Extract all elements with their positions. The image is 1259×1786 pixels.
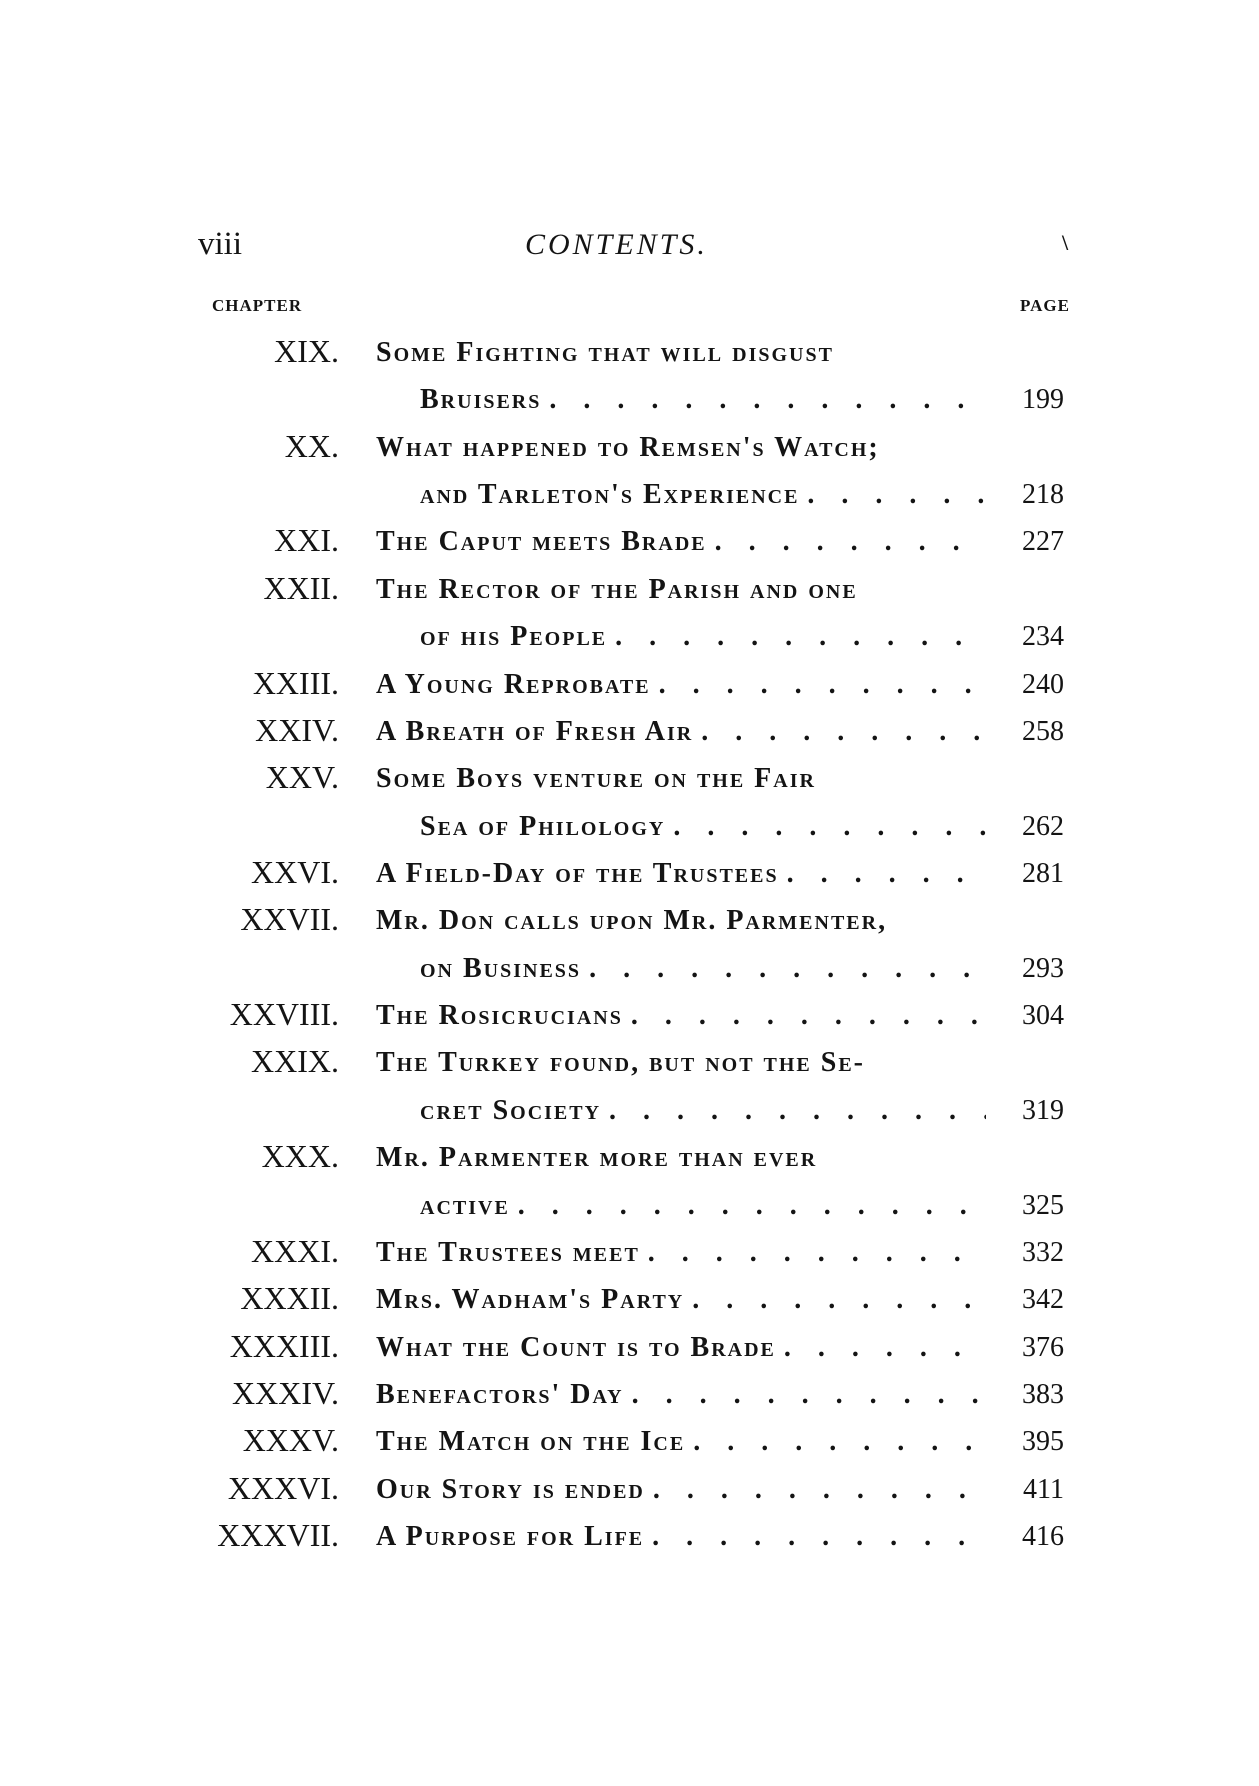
chapter-title: The Match on the Ice [376, 1426, 686, 1457]
chapter-title: The Caput meets Brade [376, 526, 707, 557]
page-number: 342 [1022, 1284, 1064, 1315]
chapter-title-line: on Business [420, 953, 582, 984]
chapter-number: XXVIII. [229, 996, 339, 1032]
page-number: 227 [1022, 526, 1064, 557]
leader-dots [518, 1190, 986, 1222]
leader-dots [659, 669, 986, 701]
chapter-number: XXXV. [242, 1422, 339, 1458]
leader-dots [784, 1332, 986, 1364]
page-number: 304 [1022, 1000, 1064, 1031]
page-number: 240 [1022, 669, 1064, 700]
leader-dots [673, 811, 986, 843]
chapter-number: XXVI. [251, 854, 339, 890]
chapter-column-label: CHAPTER [212, 296, 303, 315]
page-number: 293 [1022, 953, 1064, 984]
chapter-title-line: The Rector of the Parish and one [376, 574, 858, 605]
chapter-number: XXV. [265, 759, 339, 795]
leader-dots [787, 858, 986, 890]
leader-dots [609, 1095, 986, 1127]
leader-dots [549, 384, 986, 416]
toc-entry [0, 1043, 1259, 1089]
toc-entry-continuation [0, 384, 1259, 426]
toc-entry [0, 1280, 1259, 1326]
page-number: 281 [1022, 858, 1064, 889]
page-number: 383 [1022, 1379, 1064, 1410]
chapter-title: Our Story is ended [376, 1474, 645, 1505]
page-number: 234 [1022, 621, 1064, 652]
chapter-number: XXVII. [240, 901, 339, 937]
toc-entry [0, 1470, 1259, 1516]
toc-entry [0, 1375, 1259, 1421]
chapter-number: XXII. [263, 570, 339, 606]
page-number: 262 [1022, 811, 1064, 842]
toc-entry [0, 428, 1259, 474]
page-number: 411 [1023, 1474, 1064, 1505]
running-title: CONTENTS. [525, 228, 708, 261]
toc-entry [0, 522, 1259, 568]
toc-entry [0, 1328, 1259, 1374]
chapter-number: XXXIII. [229, 1328, 339, 1364]
chapter-title: A Breath of Fresh Air [376, 716, 694, 747]
toc-entry [0, 1422, 1259, 1468]
chapter-title-line: cret Society [420, 1095, 602, 1126]
toc-entry [0, 854, 1259, 900]
page-number: 325 [1022, 1190, 1064, 1221]
chapter-title-line: What happened to Remsen's Watch; [376, 432, 880, 463]
page-number: 376 [1022, 1332, 1064, 1363]
leader-dots [652, 1521, 986, 1553]
page-number: 416 [1022, 1521, 1064, 1552]
chapter-number: XXXVII. [217, 1517, 339, 1553]
chapter-title: Mrs. Wadham's Party [376, 1284, 685, 1315]
toc-entry [0, 333, 1259, 379]
toc-entry-continuation [0, 1190, 1259, 1232]
chapter-title: Benefactors' Day [376, 1379, 624, 1410]
toc-entry [0, 901, 1259, 947]
toc-entry [0, 759, 1259, 805]
toc-entry-continuation [0, 621, 1259, 663]
toc-entry [0, 1517, 1259, 1563]
toc-entry-continuation [0, 811, 1259, 853]
chapter-number: XIX. [274, 333, 339, 369]
printer-mark: \ [1062, 230, 1069, 255]
chapter-title-line: Mr. Parmenter more than ever [376, 1142, 818, 1173]
leader-dots [589, 953, 986, 985]
leader-dots [631, 1000, 986, 1032]
chapter-title: The Trustees meet [376, 1237, 640, 1268]
chapter-title-line: Bruisers [420, 384, 542, 415]
chapter-title-line: of his People [420, 621, 608, 652]
chapter-title-line: Mr. Don calls upon Mr. Parmenter, [376, 905, 888, 936]
page-number: 199 [1022, 384, 1064, 415]
leader-dots [648, 1237, 986, 1269]
leader-dots [653, 1474, 986, 1506]
leader-dots [615, 621, 986, 653]
chapter-title-line: active [420, 1190, 510, 1221]
toc-entry [0, 712, 1259, 758]
chapter-number: XXXVI. [227, 1470, 339, 1506]
chapter-number: XXIII. [252, 665, 339, 701]
leader-dots [715, 526, 986, 558]
toc-entry [0, 1138, 1259, 1184]
chapter-number: XXX. [261, 1138, 339, 1174]
page-header [0, 226, 1259, 272]
toc-entry [0, 665, 1259, 711]
leader-dots [692, 1284, 986, 1316]
page-number: 258 [1022, 716, 1064, 747]
toc-entry-continuation [0, 953, 1259, 995]
leader-dots [807, 479, 986, 511]
chapter-title-line: Sea of Philology [420, 811, 666, 842]
toc-entry [0, 1233, 1259, 1279]
leader-dots [701, 716, 986, 748]
leader-dots [632, 1379, 986, 1411]
chapter-number: XXI. [274, 522, 339, 558]
toc-entry [0, 996, 1259, 1042]
chapter-title: A Purpose for Life [376, 1521, 645, 1552]
chapter-title-line: and Tarleton's Experience [420, 479, 800, 510]
leader-dots [693, 1426, 986, 1458]
page-number: 395 [1022, 1426, 1064, 1457]
chapter-title: The Rosicrucians [376, 1000, 623, 1031]
page-number: 218 [1022, 479, 1064, 510]
page-number: 319 [1022, 1095, 1064, 1126]
chapter-title: A Field-Day of the Trustees [376, 858, 779, 889]
chapter-title-line: Some Fighting that will disgust [376, 337, 834, 368]
page-number: 332 [1022, 1237, 1064, 1268]
chapter-title: What the Count is to Brade [376, 1332, 776, 1363]
chapter-number: XXXI. [251, 1233, 339, 1269]
chapter-number: XXXII. [240, 1280, 339, 1316]
toc-entry-continuation [0, 479, 1259, 521]
chapter-number: XXXIV. [232, 1375, 339, 1411]
chapter-number: XX. [284, 428, 339, 464]
page-column-label: PAGE [1020, 296, 1070, 315]
page-folio: viii [198, 226, 243, 262]
toc-entry [0, 570, 1259, 616]
chapter-number: XXIX. [251, 1043, 339, 1079]
chapter-title-line: The Turkey found, but not the Se- [376, 1047, 866, 1078]
chapter-title: A Young Reprobate [376, 669, 651, 700]
toc-entry-continuation [0, 1095, 1259, 1137]
chapter-title-line: Some Boys venture on the Fair [376, 763, 816, 794]
chapter-number: XXIV. [255, 712, 339, 748]
